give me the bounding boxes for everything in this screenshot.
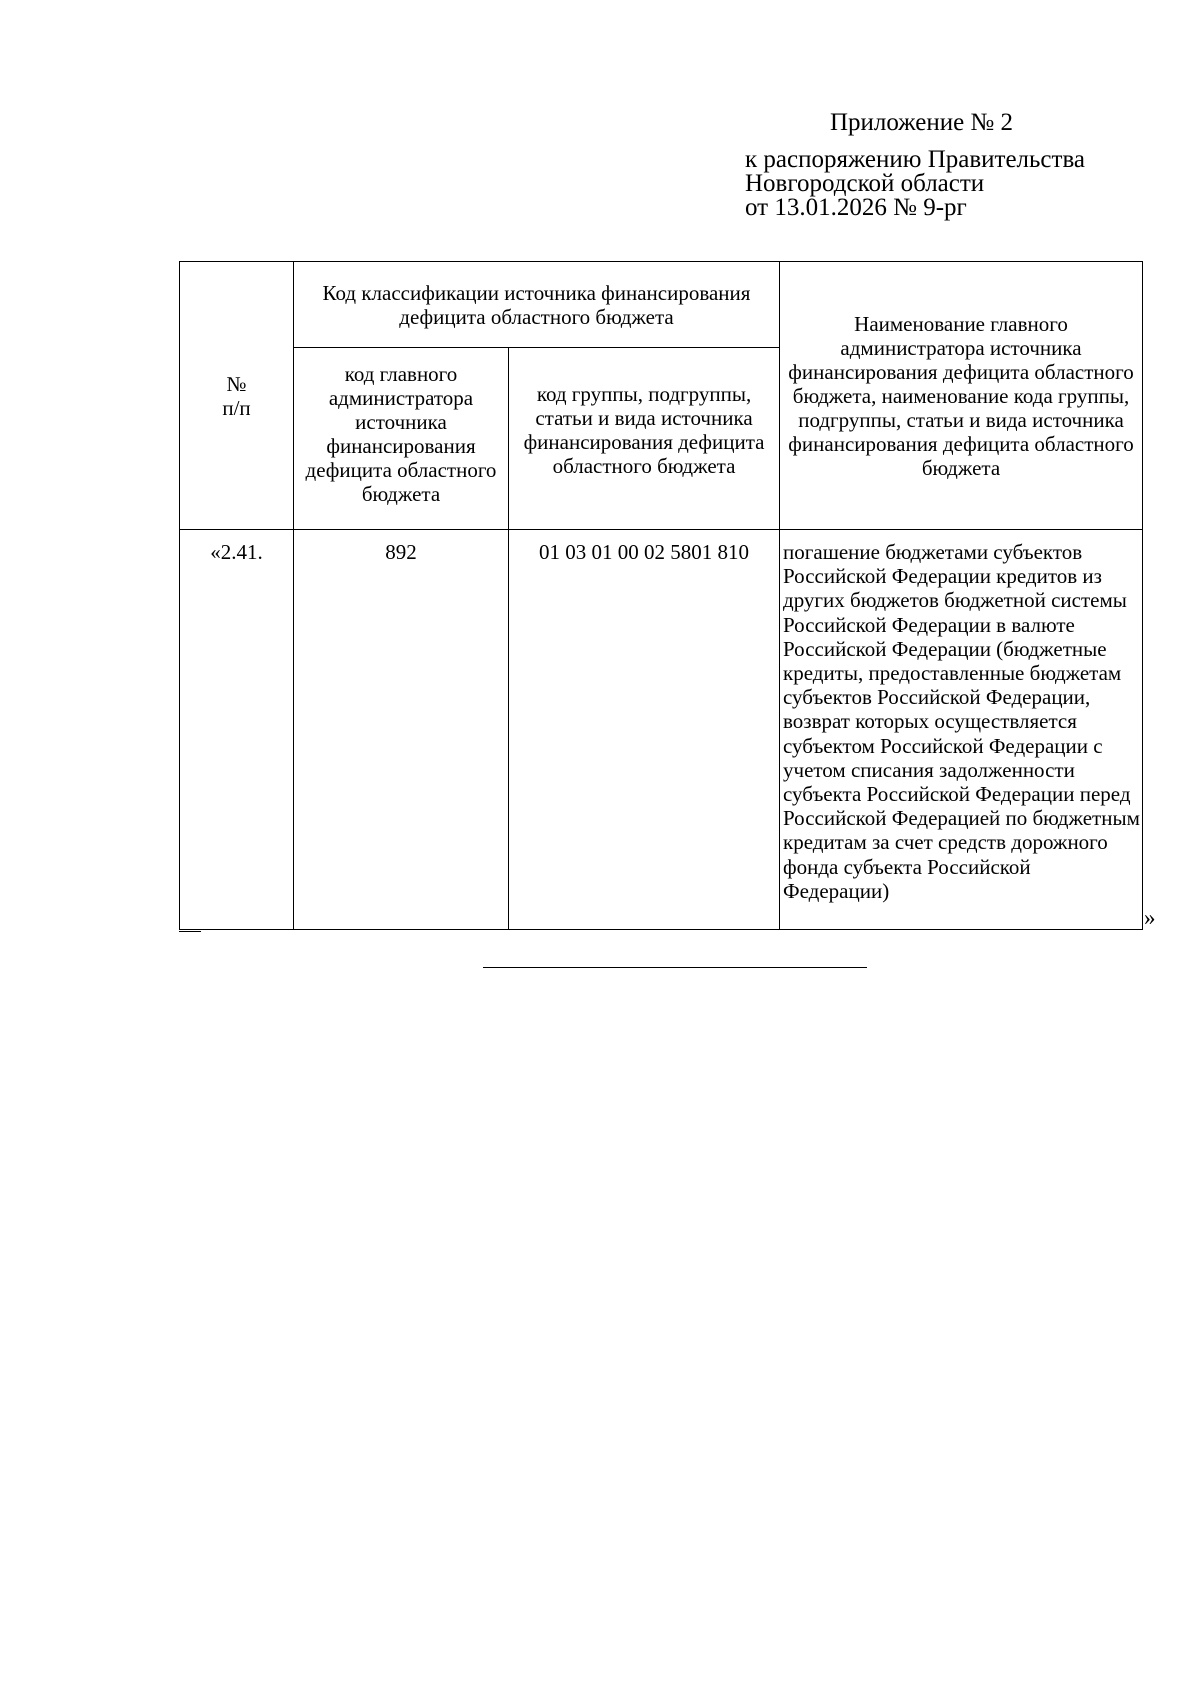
end-separator-line: [483, 967, 867, 968]
col-group-code-header: код группы, подгруппы, статьи и вида источника финансирования дефицита областного бюджета: [509, 348, 780, 530]
appendix-reference: [745, 148, 1085, 220]
group-header: Код классификации источника финансирования дефицита областного бюджета: [294, 262, 780, 348]
col-number-header: № п/п: [180, 262, 294, 530]
row-description: погашение бюджетами субъектов Российской Федерации кредитов из других бюджетов бюджетной системы Российской Федерации в валюте Российской Федерации (бюджетные кредиты, предоставленные бюджетам субъектов Российской Федерации, возврат которых осуществляется субъектом Российской Федерации с учетом списания задолженности субъекта Российской Федерации перед Российской Федерацией по бюджетным кредитам за счет средств дорожного фонда субъекта Российской Федерации): [780, 530, 1143, 930]
reference-line-2: Новгородской области: [745, 170, 985, 197]
budget-source-table: [179, 261, 1143, 930]
row-group-code: 01 03 01 00 02 5801 810: [509, 530, 780, 930]
col-name-header: Наименование главного администратора источника финансирования дефицита областного бюджета, наименование кода группы, подгруппы, статьи и вида источника финансирования дефицита областного бюджета: [780, 262, 1143, 530]
row-number: «2.41.: [180, 530, 294, 930]
col-admin-code-header: код главного администратора источника финансирования дефицита областного бюджета: [294, 348, 509, 530]
table-row: [180, 530, 1143, 930]
closing-quote: »: [1144, 905, 1156, 930]
reference-line-1: к распоряжению Правительства: [745, 146, 1086, 173]
table-header-row: [180, 262, 1143, 348]
reference-line-3: от 13.01.2026 № 9-рг: [745, 194, 967, 221]
appendix-title: Приложение № 2: [830, 109, 1014, 136]
table-corner-line: [179, 931, 201, 932]
row-admin-code: 892: [294, 530, 509, 930]
